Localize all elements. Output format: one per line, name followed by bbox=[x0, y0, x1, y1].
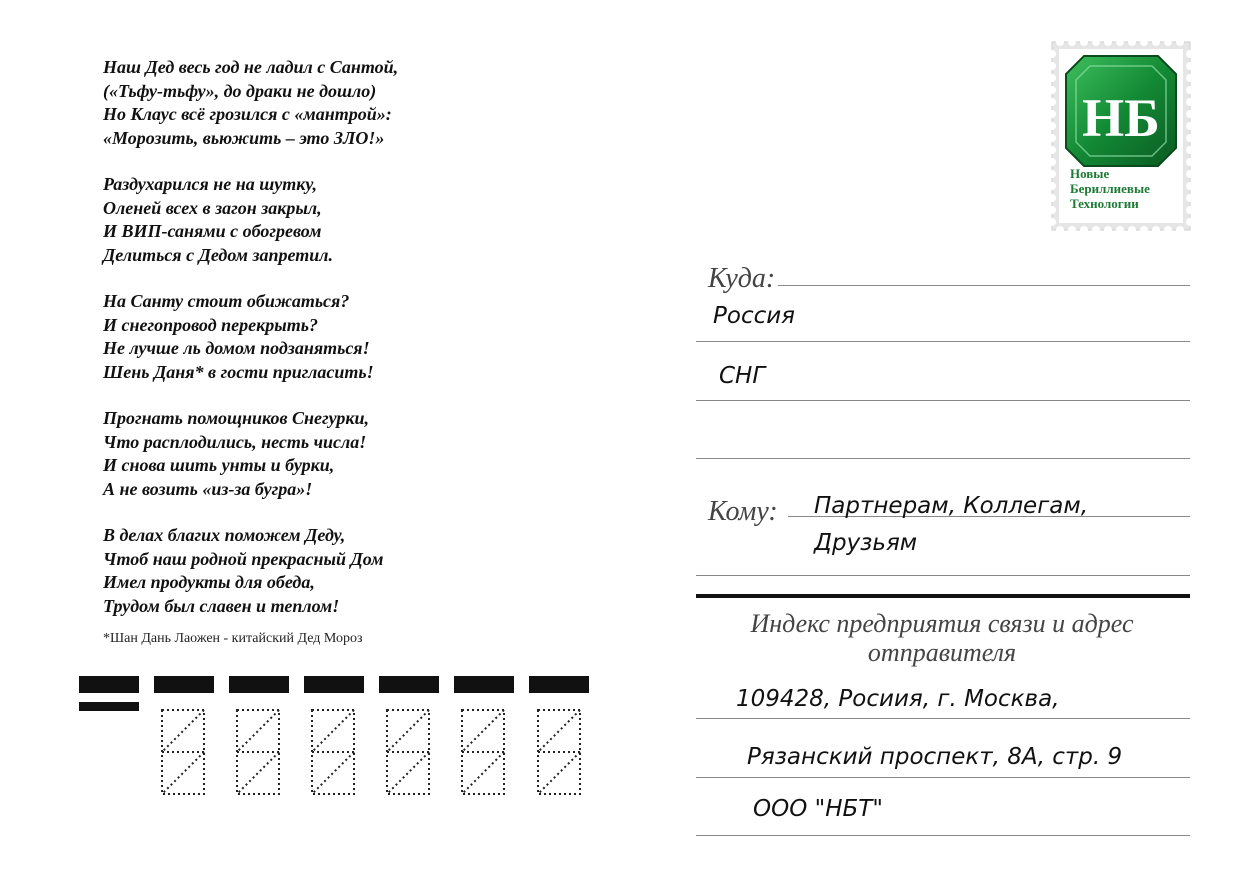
address-line bbox=[696, 400, 1190, 401]
poem-footnote: *Шан Дань Лаожен - китайский Дед Мороз bbox=[103, 631, 363, 646]
poem-stanza bbox=[103, 56, 603, 150]
address-line bbox=[696, 718, 1190, 719]
poem-stanza bbox=[103, 290, 603, 384]
address-line bbox=[696, 835, 1190, 836]
poem-line: В делах благих поможем Деду, bbox=[103, 525, 346, 545]
postcode-digit-box[interactable] bbox=[461, 709, 505, 795]
address-line bbox=[696, 458, 1190, 459]
poem-line: Оленей всех в загон закрыл, bbox=[103, 197, 322, 218]
postcode-guide-bar bbox=[154, 676, 214, 693]
company-logo-stamp bbox=[1048, 38, 1194, 234]
poem-stanza bbox=[103, 524, 603, 618]
sender-company-line[interactable]: ООО "НБТ" bbox=[753, 796, 883, 822]
logo-monogram: НБ bbox=[1082, 88, 1160, 148]
poem-stanza bbox=[103, 407, 603, 501]
poem-line: Прогнать помощников Снегурки, bbox=[103, 408, 370, 428]
to-label: Куда: bbox=[708, 263, 776, 294]
postcode-digit-box[interactable] bbox=[386, 709, 430, 795]
poem-line: И снова шить унты и бурки, bbox=[103, 455, 335, 475]
whom-value-line[interactable]: Партнерам, Коллегам, bbox=[814, 493, 1089, 519]
poem-line: Чтоб наш родной прекрасный Дом bbox=[103, 548, 384, 569]
postcode-marker-bar bbox=[79, 702, 139, 711]
postcode-digit-box[interactable] bbox=[161, 709, 205, 795]
address-line bbox=[696, 341, 1190, 342]
logo-line: Бериллиевые bbox=[1070, 181, 1150, 196]
poem-line: Что расплодились, несть числа! bbox=[103, 431, 367, 452]
postcode-marker-bar bbox=[79, 676, 139, 693]
poem-line: На Санту стоит обижаться? bbox=[103, 291, 350, 311]
logo-line: Новые bbox=[1070, 166, 1110, 181]
poem-line: Не лучше ль домом подзаняться! bbox=[103, 338, 370, 358]
postcode-guide-bar bbox=[454, 676, 514, 693]
sender-title: Индекс предприятия связи и адрес отправителя bbox=[750, 609, 1134, 667]
postcode-guide-bar bbox=[529, 676, 589, 693]
poem-line: И снегопровод перекрыть? bbox=[103, 314, 318, 335]
to-region-value[interactable]: СНГ bbox=[719, 363, 766, 389]
poem-line: Имел продукты для обеда, bbox=[103, 572, 315, 592]
postcode-digit-box[interactable] bbox=[311, 709, 355, 795]
sender-address-line[interactable]: 109428, Росиия, г. Москва, bbox=[736, 686, 1060, 712]
poem bbox=[103, 56, 603, 641]
poem-line: Шень Даня* в гости пригласить! bbox=[103, 361, 374, 382]
whom-label: Кому: bbox=[708, 496, 778, 527]
poem-stanza bbox=[103, 173, 603, 267]
postcode-guide-bar bbox=[304, 676, 364, 693]
sender-divider bbox=[696, 594, 1190, 598]
to-country-value[interactable]: Россия bbox=[713, 303, 796, 329]
logo-line: Технологии bbox=[1070, 196, 1139, 211]
poem-line: Трудом был славен и теплом! bbox=[103, 595, 340, 616]
poem-line: Делиться с Дедом запретил. bbox=[103, 244, 334, 265]
postcode-digit-box[interactable] bbox=[236, 709, 280, 795]
sender-address-line[interactable]: Рязанский проспект, 8А, стр. 9 bbox=[747, 744, 1123, 770]
address-line bbox=[696, 777, 1190, 778]
postcode-guide-bar bbox=[379, 676, 439, 693]
poem-line: Наш Дед весь год не ладил с Сантой, bbox=[103, 57, 399, 77]
postcode-guide-bar bbox=[229, 676, 289, 693]
poem-line: И ВИП-санями с обогревом bbox=[103, 221, 322, 241]
postcode-digit-box[interactable] bbox=[537, 709, 581, 795]
address-line bbox=[696, 575, 1190, 576]
address-line bbox=[778, 285, 1190, 286]
poem-line: Раздухарился не на шутку, bbox=[103, 174, 317, 194]
poem-line: Но Клаус всё грозился с «мантрой»: bbox=[103, 104, 392, 124]
poem-line: А не возить «из-за бугра»! bbox=[103, 478, 313, 499]
poem-line: «Морозить, вьюжить – это ЗЛО!» bbox=[103, 127, 385, 148]
whom-value-line[interactable]: Друзьям bbox=[814, 530, 918, 556]
poem-line: («Тьфу-тьфу», до драки не дошло) bbox=[103, 80, 377, 101]
